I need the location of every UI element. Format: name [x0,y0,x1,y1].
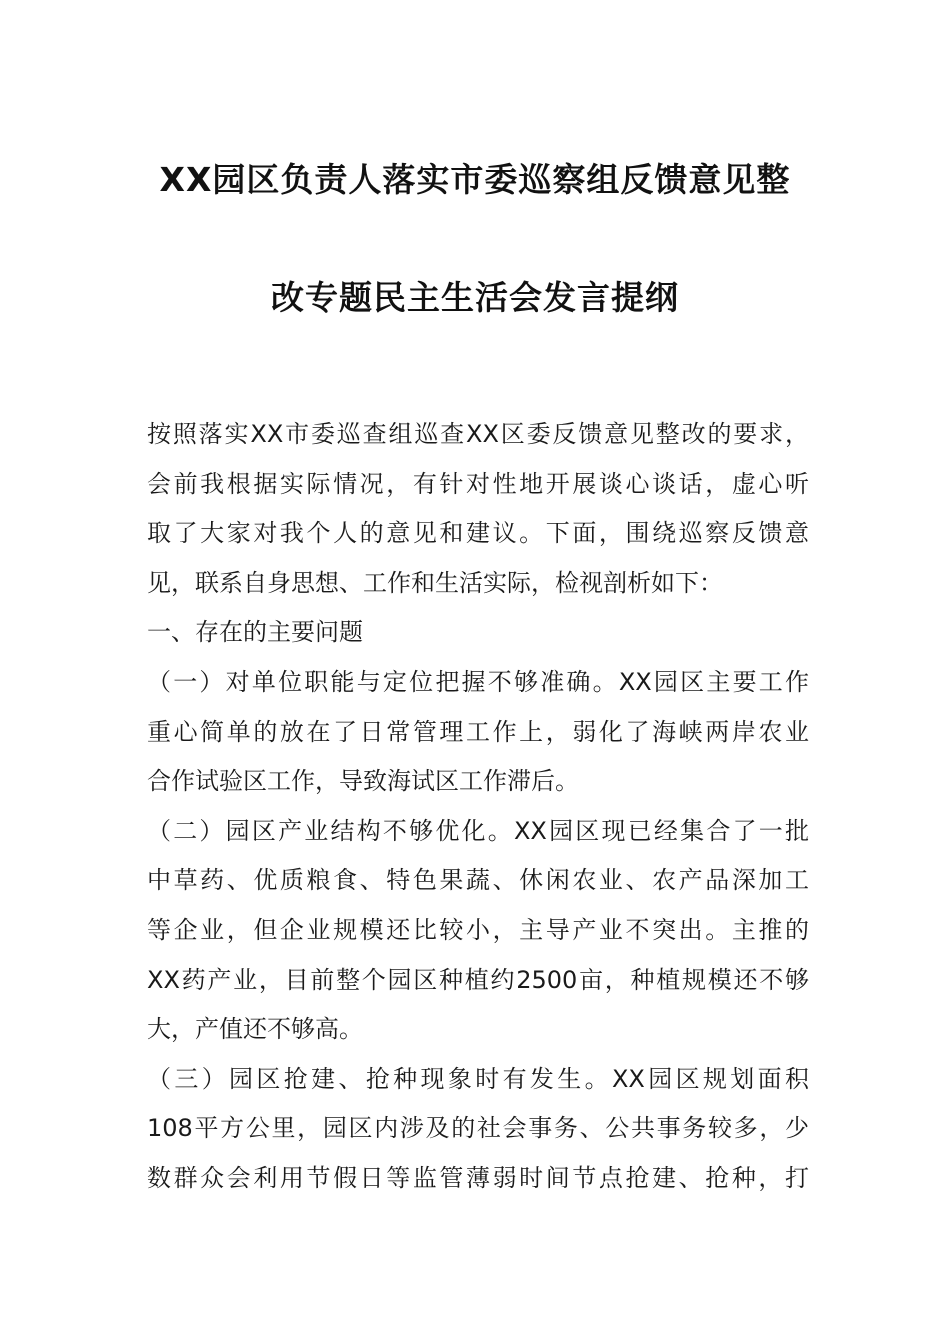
body-line-item2-4: XX药产业，目前整个园区种植约2500亩，种植规模还不够 [147,965,809,994]
document-body [147,410,809,1204]
body-line-item3-2: 108平方公里，园区内涉及的社会事务、公共事务较多，少 [147,1114,809,1143]
body-line-item1-3: 合作试验区工作，导致海试区工作滞后。 [147,767,579,796]
document-title-line-1: XX园区负责人落实市委巡察组反馈意见整 [159,160,791,199]
section-heading-problems: 一、存在的主要问题 [147,618,363,647]
body-line-item3-1: （三）园区抢建、抢种现象时有发生。XX园区规划面积 [147,1064,809,1093]
body-line-item3-3: 数群众会利用节假日等监管薄弱时间节点抢建、抢种，打 [147,1163,809,1192]
document-title-line-2: 改专题民主生活会发言提纲 [271,278,679,317]
body-line-item1-2: 重心简单的放在了日常管理工作上，弱化了海峡两岸农业 [147,717,809,746]
body-line-intro-4: 见，联系自身思想、工作和生活实际，检视剖析如下： [147,568,723,597]
body-line-item2-1: （二）园区产业结构不够优化。XX园区现已经集合了一批 [147,816,809,845]
body-line-item2-5: 大，产值还不够高。 [147,1015,363,1044]
body-line-intro-3: 取了大家对我个人的意见和建议。下面，围绕巡察反馈意 [147,519,809,548]
body-line-item1-1: （一）对单位职能与定位把握不够准确。XX园区主要工作 [147,667,809,696]
body-line-item2-2: 中草药、优质粮食、特色果蔬、休闲农业、农产品深加工 [147,866,809,895]
body-line-item2-3: 等企业，但企业规模还比较小，主导产业不突出。主推的 [147,915,809,944]
body-line-intro-2: 会前我根据实际情况，有针对性地开展谈心谈话，虚心听 [147,469,809,498]
body-line-intro-1: 按照落实XX市委巡查组巡查XX区委反馈意见整改的要求， [147,420,809,448]
